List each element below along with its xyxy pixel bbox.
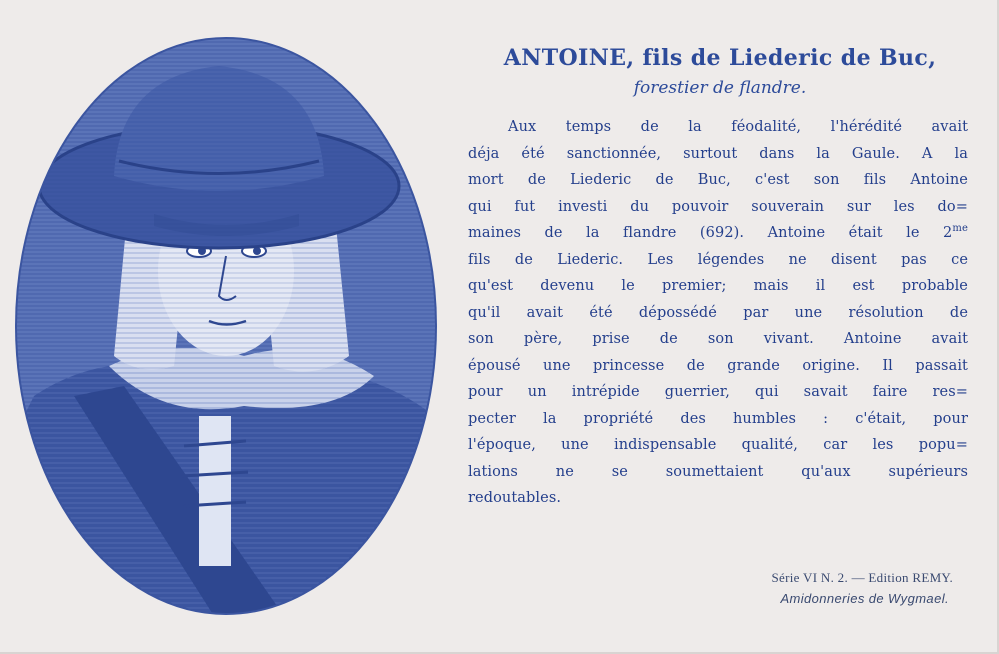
- card-title: ANTOINE, fils de Liederic de Buc,: [503, 45, 937, 71]
- text-line: redoutables.: [468, 490, 562, 506]
- text-line: l'époque, une indispensable qualité, car les popu=: [468, 437, 968, 453]
- card-subtitle: forestier de flandre.: [633, 78, 807, 98]
- text-line: pecter la propriété des humbles : c'était, pour: [468, 410, 968, 427]
- text-line: lations ne se soumettaient qu'aux supérieurs: [468, 463, 968, 480]
- text-line: fils de Liederic. Les légendes ne disent pas ce: [468, 251, 968, 268]
- text-line: Aux temps de la féodalité, l'hérédité avait: [508, 119, 968, 135]
- text-line: qui fut investi du pouvoir souverain sur les do=: [468, 198, 968, 215]
- text-line: son père, prise de son vivant. Antoine avait: [468, 331, 968, 347]
- ordinal-suffix: me: [952, 223, 968, 235]
- biography-text: [468, 114, 968, 512]
- text-line: qu'est devenu le premier; mais il est probable: [468, 278, 968, 294]
- text-line: épousé une princesse de grande origine. Il passait: [468, 357, 968, 374]
- text-line: pour un intrépide guerrier, qui savait faire res=: [468, 384, 968, 400]
- text-line: maines de la flandre (692). Antoine était le 2: [468, 225, 953, 241]
- portrait-engraving: [14, 36, 438, 616]
- text-line: qu'il avait été dépossédé par une résolution de: [468, 304, 968, 321]
- text-line: déja été sanctionnée, surtout dans la Gaule. A la: [468, 145, 968, 162]
- series-caption: Série VI N. 2. — Edition REMY.: [771, 570, 953, 585]
- text-line: mort de Liederic de Buc, c'est son fils Antoine: [468, 172, 968, 188]
- text-line-with-ordinal: [468, 220, 968, 247]
- publisher-caption: Amidonneries de Wygmael.: [780, 591, 949, 606]
